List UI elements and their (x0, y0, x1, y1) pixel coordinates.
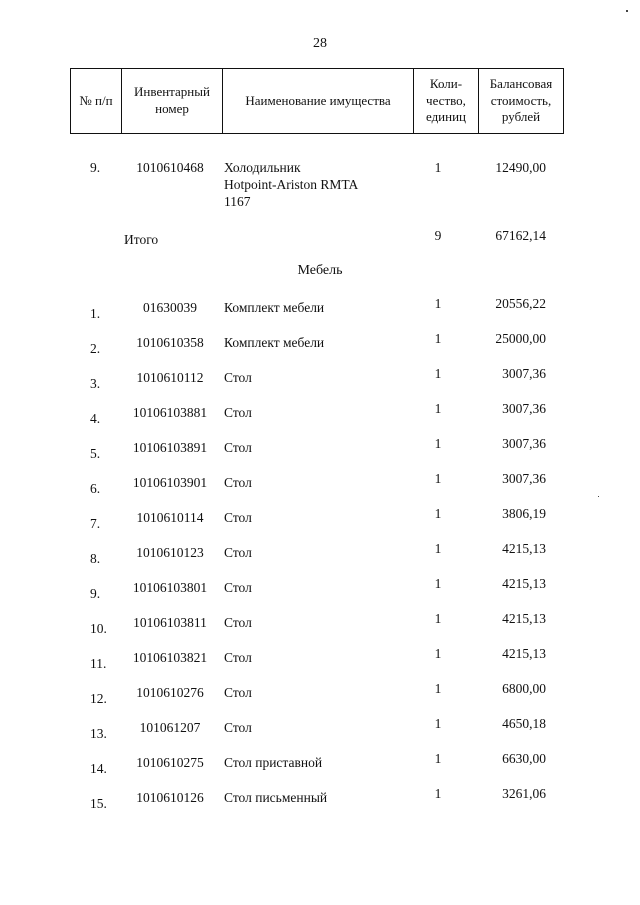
section-title-text: Мебель (297, 263, 343, 278)
row-item-name: Стол (224, 440, 252, 455)
row-number: 1. (90, 306, 101, 321)
row-inventory-number: 01630039 (143, 300, 197, 315)
row-item-name: Стол (224, 685, 252, 700)
row-number: 4. (90, 411, 101, 426)
row-inventory-number: 1010610123 (136, 545, 204, 560)
row-number: 8. (90, 551, 101, 566)
row-number: 9. (90, 160, 101, 175)
row-cost: 12490,00 (495, 160, 546, 175)
section-title (0, 263, 640, 279)
header-balance-cost: Балансовая стоимость, рублей (479, 69, 564, 134)
row-quantity: 1 (434, 160, 442, 175)
row-item-name: Стол приставной (224, 755, 323, 770)
row-item-name-line: 1167 (224, 193, 251, 209)
row-quantity: 1 (434, 576, 442, 591)
row-quantity: 1 (434, 366, 442, 381)
row-inventory-number: 10106103881 (132, 405, 208, 420)
row-quantity: 1 (434, 401, 442, 416)
row-cost: 4215,13 (502, 646, 546, 661)
row-inventory-number: 1010610276 (136, 685, 204, 700)
header-item-name: Наименование имущества (223, 69, 414, 134)
row-cost: 25000,00 (495, 331, 546, 346)
row-inventory-number: 1010610126 (136, 790, 204, 805)
row-inventory-number: 1010610358 (136, 335, 204, 350)
row-inventory-number: 10106103901 (132, 475, 208, 490)
header-num: № п/п (71, 69, 122, 134)
row-inventory-number: 1010610275 (136, 755, 204, 770)
row-quantity: 1 (434, 471, 442, 486)
row-quantity: 1 (434, 331, 442, 346)
row-cost: 4215,13 (502, 611, 546, 626)
row-cost: 6800,00 (502, 681, 546, 696)
row-inventory-number: 101061207 (139, 720, 201, 735)
row-number: 12. (90, 691, 107, 706)
row-quantity: 1 (434, 646, 442, 661)
total-quantity: 9 (434, 228, 442, 243)
row-item-name: Комплект мебели (224, 335, 325, 350)
scan-speck (598, 496, 599, 497)
row-item-name: Стол (224, 650, 252, 665)
row-item-name: Стол (224, 720, 252, 735)
row-cost: 3261,06 (502, 786, 546, 801)
row-item-name: Стол (224, 510, 252, 525)
row-cost: 4650,18 (502, 716, 546, 731)
row-cost: 4215,13 (502, 576, 546, 591)
row-item-name: Комплект мебели (224, 300, 325, 315)
row-quantity: 1 (434, 506, 442, 521)
total-label: Итого (124, 232, 159, 247)
row-cost: 4215,13 (502, 541, 546, 556)
row-cost: 3806,19 (502, 506, 546, 521)
row-item-name: Стол (224, 580, 252, 595)
row-quantity: 1 (434, 716, 442, 731)
row-number: 5. (90, 446, 101, 461)
row-number: 3. (90, 376, 101, 391)
row-number: 15. (90, 796, 107, 811)
row-quantity: 1 (434, 541, 442, 556)
row-cost: 3007,36 (502, 401, 546, 416)
row-item-name-line: Hotpoint-Ariston RMTA (224, 176, 359, 192)
row-inventory-number: 1010610468 (136, 160, 204, 175)
row-quantity: 1 (434, 681, 442, 696)
total-cost: 67162,14 (495, 228, 546, 243)
row-number: 2. (90, 341, 101, 356)
row-cost: 3007,36 (502, 366, 546, 381)
row-number: 13. (90, 726, 107, 741)
row-quantity: 1 (434, 611, 442, 626)
header-quantity: Коли-чество, единиц (414, 69, 479, 134)
row-cost: 3007,36 (502, 436, 546, 451)
header-inventory-number: Инвентарный номер (122, 69, 223, 134)
row-item-name: Стол (224, 370, 252, 385)
row-quantity: 1 (434, 296, 442, 311)
row-cost: 3007,36 (502, 471, 546, 486)
row-inventory-number: 10106103891 (132, 440, 208, 455)
row-item-name: Стол (224, 475, 252, 490)
row-item-name: Стол (224, 615, 252, 630)
row-cost: 20556,22 (495, 296, 546, 311)
row-number: 6. (90, 481, 101, 496)
row-number: 14. (90, 761, 107, 776)
row-inventory-number: 10106103821 (132, 650, 208, 665)
row-quantity: 1 (434, 751, 442, 766)
row-item-name: Стол (224, 405, 252, 420)
row-item-name: Стол письменный (224, 790, 328, 805)
scan-speck (626, 10, 628, 12)
row-number: 9. (90, 586, 101, 601)
row-item-name-line: Холодильник (224, 160, 301, 175)
row-number: 7. (90, 516, 101, 531)
row-cost: 6630,00 (502, 751, 546, 766)
row-inventory-number: 1010610112 (136, 370, 204, 385)
row-item-name: Стол (224, 545, 252, 560)
row-number: 10. (90, 621, 107, 636)
row-item-name (224, 160, 404, 211)
row-inventory-number: 1010610114 (136, 510, 204, 525)
page-number: 28 (313, 36, 327, 51)
row-inventory-number: 10106103811 (133, 615, 207, 630)
row-quantity: 1 (434, 786, 442, 801)
row-number: 11. (90, 656, 107, 671)
row-quantity: 1 (434, 436, 442, 451)
row-inventory-number: 10106103801 (132, 580, 208, 595)
table-header (70, 68, 564, 134)
